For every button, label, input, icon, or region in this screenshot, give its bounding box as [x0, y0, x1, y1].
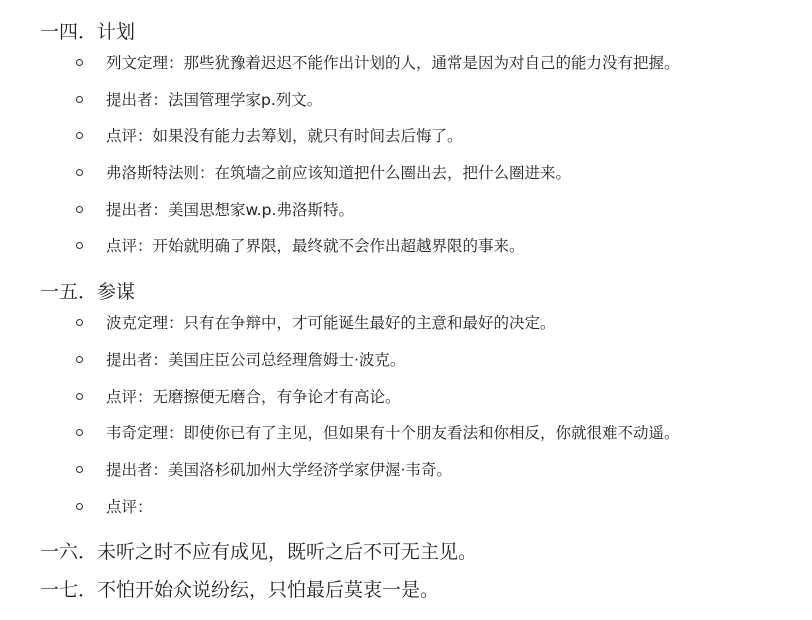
list-item — [0, 52, 812, 89]
list-item-text: 提出者：美国思想家w.p.弗洛斯特。 — [106, 200, 354, 219]
list-item-text: 韦奇定理：即使你已有了主见，但如果有十个朋友看法和你相反，你就很难不动遥。 — [106, 424, 680, 443]
circle-bullet-icon — [76, 59, 83, 66]
circle-bullet-icon — [76, 242, 83, 249]
section-heading-consensus: 一七．不怕开始众说纷纭，只怕最后莫衷一是。 — [40, 579, 440, 602]
list-item — [0, 235, 812, 272]
list-item — [0, 162, 812, 199]
circle-bullet-icon — [76, 169, 83, 176]
section-list-advisor — [0, 312, 812, 532]
section-heading-advisor: 一五．参谋 — [40, 281, 136, 304]
circle-bullet-icon — [76, 429, 83, 436]
section-heading-opinion: 一六．未听之时不应有成见，既听之后不可无主见。 — [40, 541, 478, 564]
list-item-text: 列文定理：那些犹豫着迟迟不能作出计划的人，通常是因为对自己的能力没有把握。 — [106, 54, 680, 72]
spacer — [0, 272, 812, 280]
list-item-text: 波克定理：只有在争辩中，才可能诞生最好的主意和最好的决定。 — [106, 314, 556, 333]
list-item — [0, 386, 812, 423]
list-item-text: 点评：开始就明确了界限，最终就不会作出超越界限的事来。 — [106, 237, 525, 256]
list-item — [0, 349, 812, 386]
list-item — [0, 422, 812, 459]
list-item — [0, 89, 812, 126]
circle-bullet-icon — [76, 206, 83, 213]
list-item — [0, 125, 812, 162]
section-list-plan — [0, 52, 812, 272]
spacer — [0, 532, 812, 540]
list-item — [0, 496, 812, 533]
list-item-text: 点评：如果没有能力去筹划，就只有时间去后悔了。 — [106, 127, 463, 146]
list-item-text: 提出者：美国洛杉矶加州大学经济学家伊渥·韦奇。 — [106, 460, 452, 479]
list-item — [0, 312, 812, 349]
circle-bullet-icon — [76, 96, 83, 103]
list-item-text: 弗洛斯特法则：在筑墙之前应该知道把什么圈出去，把什么圈进来。 — [106, 164, 572, 183]
list-item — [0, 199, 812, 236]
circle-bullet-icon — [76, 393, 83, 400]
circle-bullet-icon — [76, 466, 83, 473]
circle-bullet-icon — [76, 319, 83, 326]
section-heading-plan: 一四．计划 — [40, 21, 136, 43]
circle-bullet-icon — [76, 356, 83, 363]
list-item-text: 点评：无磨擦便无磨合，有争论才有高论。 — [106, 387, 401, 406]
circle-bullet-icon — [76, 503, 83, 510]
list-item-text: 提出者：法国管理学家p.列文。 — [106, 90, 323, 109]
list-item-text: 点评： — [106, 497, 153, 516]
list-item-text: 提出者：美国庄臣公司总经理詹姆士·波克。 — [106, 350, 406, 369]
list-item — [0, 459, 812, 496]
circle-bullet-icon — [76, 132, 83, 139]
